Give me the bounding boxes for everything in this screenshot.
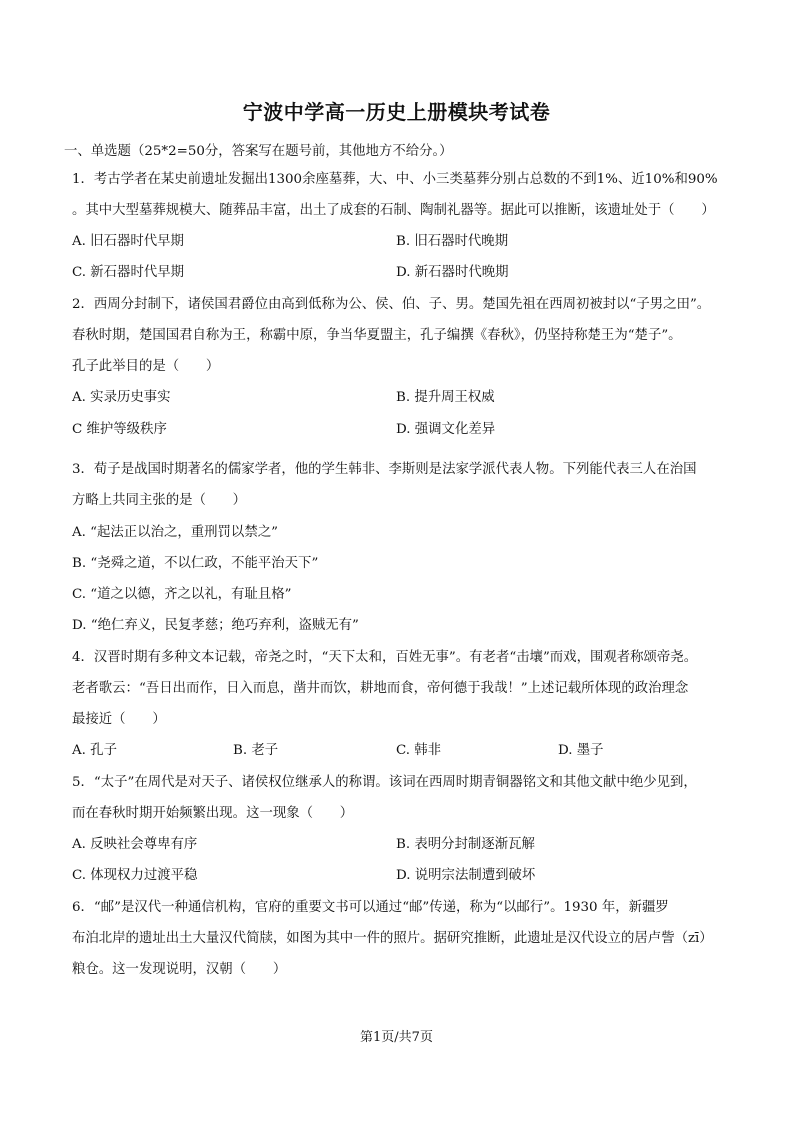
question-2-line-1: 2．西周分封制下，诸侯国君爵位由高到低称为公、侯、伯、子、男。楚国先祖在西周初被封以“子男之田”。 — [72, 297, 711, 312]
question-4-option-b: B. 老子 — [233, 743, 279, 758]
page-title: 宁波中学高一历史上册模块考试卷 — [242, 100, 551, 124]
page-footer: 第1页/共7页 — [360, 1030, 433, 1045]
question-3-line-1: 3．荀子是战国时期著名的儒家学者，他的学生韩非、李斯则是法家学派代表人物。下列能代表三人在治国 — [72, 462, 697, 477]
question-5-option-b: B. 表明分封制逐渐瓦解 — [396, 837, 535, 852]
question-5-option-a: A. 反映社会尊卑有序 — [72, 837, 198, 852]
question-1-line-2: 。其中大型墓葬规模大、随葬品丰富，出土了成套的石制、陶制礼器等。据此可以推断，该遗址处于（ ） — [72, 203, 715, 218]
question-5-line-1: 5．“太子”在周代是对天子、诸侯权位继承人的称谓。该词在西周时期青铜器铭文和其他文献中绝少见到， — [72, 775, 697, 790]
question-4-line-2: 老者歌云：“吾日出而作，日入而息，凿井而饮，耕地而食，帝何德于我哉！”上述记载所体现的政治理念 — [72, 681, 689, 696]
question-4-option-a: A. 孔子 — [72, 743, 117, 758]
question-2-option-a: A. 实录历史事实 — [72, 390, 171, 405]
question-6-line-1: 6．“邮”是汉代一种通信机构，官府的重要文书可以通过“邮”传递，称为“以邮行”。1930 年，新疆罗 — [72, 900, 669, 915]
question-4-option-c: C. 韩非 — [396, 743, 442, 758]
question-3-option-c: C. “道之以德，齐之以礼，有耻且格” — [72, 587, 292, 602]
question-1-line-1: 1．考古学者在某史前遗址发掘出1300余座墓葬，大、中、小三类墓葬分别占总数的不到1%、近10%和90% — [72, 172, 718, 187]
question-4-line-3: 最接近（ ） — [72, 712, 166, 727]
question-1-option-b: B. 旧石器时代晚期 — [396, 234, 509, 249]
question-5-line-2: 而在春秋时期开始频繁出现。这一现象（ ） — [72, 806, 354, 821]
question-2-option-d: D. 强调文化差异 — [396, 422, 496, 437]
question-4-line-1: 4．汉晋时期有多种文本记载，帝尧之时，“天下太和，百姓无事”。有老者“击壤”而戏，围观者称颂帝尧。 — [72, 650, 698, 665]
question-1-option-d: D. 新石器时代晚期 — [396, 265, 509, 280]
question-6-line-2: 布泊北岸的遗址出土大量汉代简牍，如图为其中一件的照片。据研究推断，此遗址是汉代设立的居卢訾（zī） — [72, 931, 713, 946]
section-heading: 一、单选题（25*2=50分，答案写在题号前，其他地方不给分。） — [64, 144, 453, 159]
question-2-option-c: C 维护等级秩序 — [72, 422, 167, 437]
question-1-option-c: C. 新石器时代早期 — [72, 265, 185, 280]
question-2-line-2: 春秋时期，楚国国君自称为王，称霸中原，争当华夏盟主，孔子编撰《春秋》，仍坚持称楚王为“楚子”。 — [72, 328, 682, 343]
question-2-option-b: B. 提升周王权威 — [396, 390, 495, 405]
question-3-line-2: 方略上共同主张的是（ ） — [72, 493, 247, 508]
question-5-option-d: D. 说明宗法制遭到破坏 — [396, 868, 536, 883]
question-3-option-d: D. “绝仁弃义，民复孝慈；绝巧弃利，盗贼无有” — [72, 618, 359, 633]
question-3-option-b: B. “尧舜之道，不以仁政，不能平治天下” — [72, 556, 319, 571]
question-6-line-3: 粮仓。这一发现说明，汉朝（ ） — [72, 962, 287, 977]
question-3-option-a: A. “起法正以治之，重刑罚以禁之” — [72, 525, 278, 540]
question-4-option-d: D. 墨子 — [558, 743, 604, 758]
question-2-line-3: 孔子此举目的是（ ） — [72, 359, 220, 374]
question-1-option-a: A. 旧石器时代早期 — [72, 234, 184, 249]
question-5-option-c: C. 体现权力过渡平稳 — [72, 868, 198, 883]
